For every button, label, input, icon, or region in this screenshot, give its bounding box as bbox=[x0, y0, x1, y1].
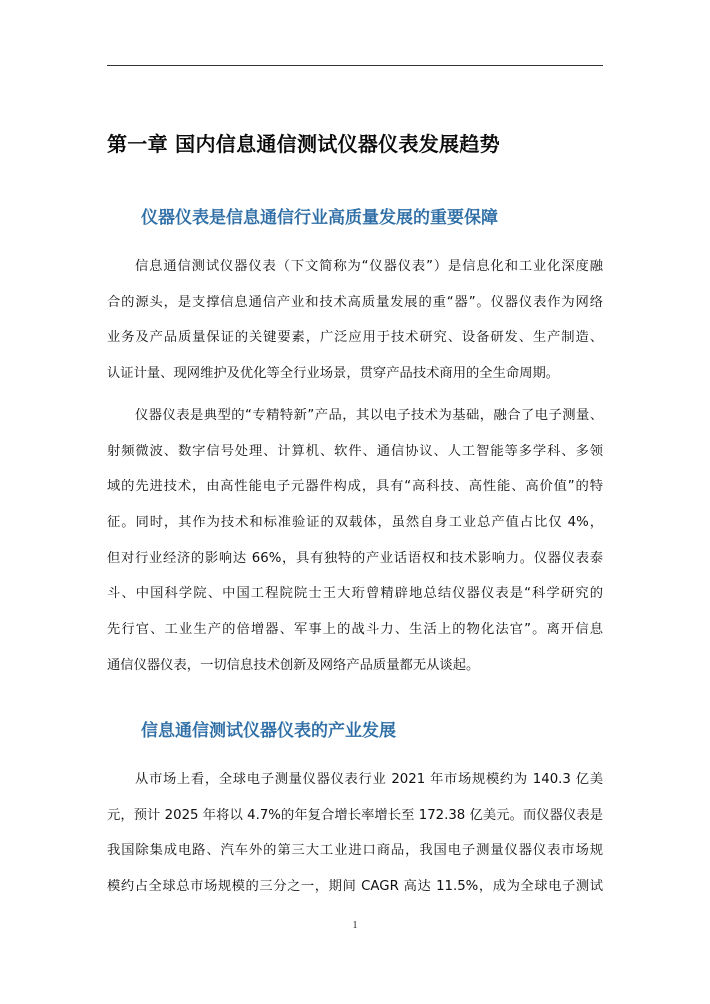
paragraph bbox=[107, 762, 603, 905]
text-line: 通信仪器仪表，一切信息技术创新及网络产品质量都无从谈起。 bbox=[107, 657, 480, 673]
text-line: 认证计量、现网维护及优化等全行业场景，贯穿产品技术商用的全生命周期。 bbox=[107, 366, 560, 382]
text-line: 先行官、工业生产的倍增器、军事上的战斗力、生活上的物化法官”。离开信息 bbox=[107, 622, 603, 638]
chapter-title: 第一章 国内信息通信测试仪器仪表发展趋势 bbox=[107, 132, 500, 156]
text-line: 从市场上看，全球电子测量仪器仪表行业 2021 年市场规模约为 140.3 亿美 bbox=[135, 772, 603, 787]
page-number: 1 bbox=[352, 920, 358, 931]
text-line: 信息通信测试仪器仪表（下文简称为“仪器仪表”）是信息化和工业化深度融 bbox=[135, 259, 603, 274]
text-line: 模约占全球总市场规模的三分之一，期间 CAGR 高达 11.5%，成为全球电子测试 bbox=[107, 879, 603, 895]
paragraph bbox=[107, 398, 603, 684]
text-line: 但对行业经济的影响达 66%，具有独特的产业话语权和技术影响力。仪器仪表泰 bbox=[107, 550, 603, 566]
text-line: 斗、中国科学院、中国工程院院士王大珩曾精辟地总结仪器仪表是“科学研究的 bbox=[107, 586, 603, 602]
header-rule bbox=[107, 65, 603, 66]
text-line: 业务及产品质量保证的关键要素，广泛应用于技术研究、设备研发、生产制造、 bbox=[107, 330, 603, 346]
text-line: 射频微波、数字信号处理、计算机、软件、通信协议、人工智能等多学科、多领 bbox=[107, 443, 603, 459]
section-heading: 信息通信测试仪器仪表的产业发展 bbox=[141, 721, 396, 741]
text-line: 元，预计 2025 年将以 4.7%的年复合增长率增长至 172.38 亿美元。而仪器仪表是 bbox=[107, 807, 603, 823]
text-line: 合的源头，是支撑信息通信产业和技术高质量发展的重“器”。仪器仪表作为网络 bbox=[107, 294, 603, 310]
text-line: 征。同时，其作为技术和标准验证的双载体，虽然自身工业总产值占比仅 4%， bbox=[107, 515, 603, 531]
text-line: 我国除集成电路、汽车外的第三大工业进口商品，我国电子测量仪器仪表市场规 bbox=[107, 843, 603, 859]
text-line: 仪器仪表是典型的“专精特新”产品，其以电子技术为基础，融合了电子测量、 bbox=[135, 408, 603, 423]
section-heading: 仪器仪表是信息通信行业高质量发展的重要保障 bbox=[141, 208, 498, 228]
paragraph bbox=[107, 249, 603, 392]
text-line: 域的先进技术，由高性能电子元器件构成，具有“高科技、高性能、高价值”的特 bbox=[107, 479, 603, 495]
